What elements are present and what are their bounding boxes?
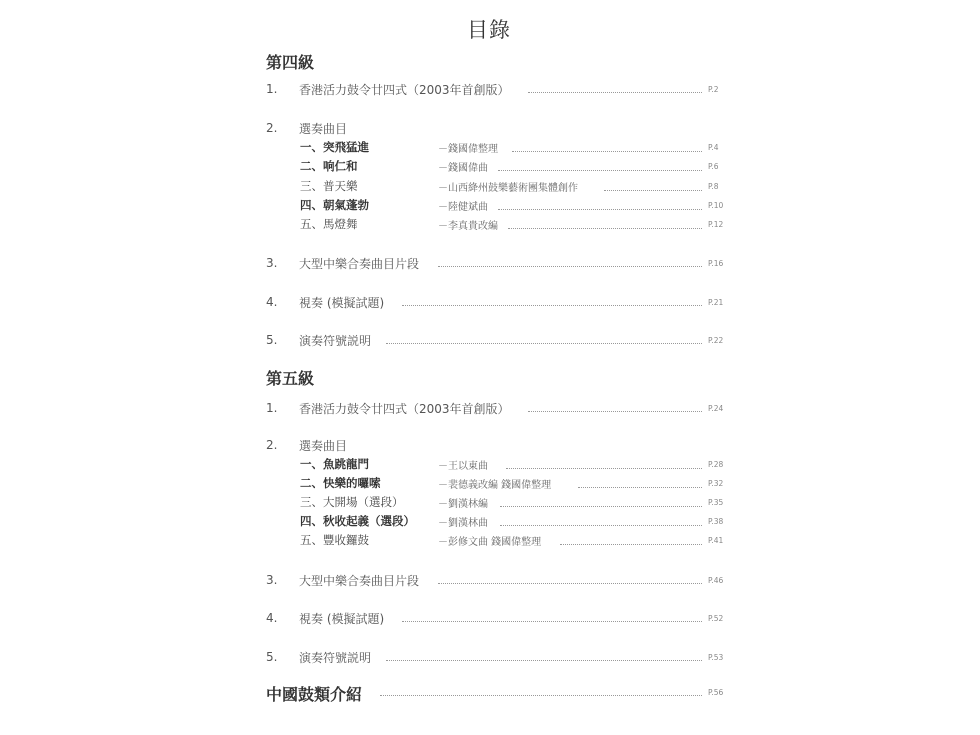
toc-entry-text: 選奏曲目	[299, 439, 348, 453]
leader-dots	[402, 305, 702, 306]
piece-title: 五、馬燈舞	[300, 217, 358, 231]
toc-num: 4.	[266, 295, 278, 309]
toc-entry-text: 大型中樂合奏曲目片段	[299, 257, 420, 271]
leader-dots	[578, 487, 702, 488]
toc-entry-text: 香港活力鼓令廿四式（2003年首創版）	[299, 83, 510, 97]
leader-dots	[402, 621, 702, 622]
toc-entry-text: 演奏符號説明	[299, 651, 372, 665]
piece-credit: －裴德義改編 錢國偉整理	[438, 480, 552, 491]
page-number: P.53	[708, 653, 724, 662]
piece-title: 二、快樂的囉嗦	[300, 476, 381, 490]
page-number: P.56	[708, 688, 724, 697]
piece-credit: －彭修文曲 錢國偉整理	[438, 537, 542, 548]
toc-num: 3.	[266, 573, 278, 587]
piece-title: 四、秋收起義（選段）	[300, 514, 415, 528]
toc-num: 1.	[266, 82, 278, 96]
leader-dots	[528, 92, 702, 93]
leader-dots	[386, 343, 702, 344]
leader-dots	[528, 411, 702, 412]
piece-title: 三、大開場（選段）	[300, 495, 404, 509]
page-number: P.8	[708, 182, 719, 191]
toc-num: 5.	[266, 333, 278, 347]
leader-dots	[508, 228, 702, 229]
leader-dots	[506, 468, 702, 469]
piece-title: 二、响仁和	[300, 159, 358, 173]
page-number: P.2	[708, 85, 719, 94]
leader-dots	[604, 190, 702, 191]
toc-num: 2.	[266, 438, 278, 452]
page-number: P.10	[708, 201, 724, 210]
piece-title: 三、普天樂	[300, 179, 358, 193]
page-number: P.41	[708, 536, 724, 545]
piece-title: 四、朝氣蓬勃	[300, 198, 369, 212]
leader-dots	[500, 525, 702, 526]
page-number: P.32	[708, 479, 724, 488]
page-number: P.52	[708, 614, 724, 623]
leader-dots	[386, 660, 702, 661]
piece-credit: －錢國偉整理	[438, 144, 498, 155]
toc-entry-text: 視奏 (模擬試題)	[299, 296, 385, 310]
piece-title: 一、突飛猛進	[300, 140, 369, 154]
page-number: P.22	[708, 336, 724, 345]
piece-credit: －李真貴改編	[438, 221, 498, 232]
page-number: P.35	[708, 498, 724, 507]
leader-dots	[500, 506, 702, 507]
section-heading-level4: 第四級	[266, 53, 315, 72]
piece-title: 五、豐收鑼鼓	[300, 533, 369, 547]
leader-dots	[498, 170, 702, 171]
page-number: P.24	[708, 404, 724, 413]
piece-credit: －王以東曲	[438, 461, 488, 472]
page-number: P.38	[708, 517, 724, 526]
piece-credit: －錢國偉曲	[438, 163, 488, 174]
leader-dots	[512, 151, 702, 152]
toc-num: 3.	[266, 256, 278, 270]
toc-entry-text: 選奏曲目	[299, 122, 348, 136]
leader-dots	[438, 266, 702, 267]
piece-credit: －陸健斌曲	[438, 202, 488, 213]
section-heading-level5: 第五級	[266, 369, 315, 388]
toc-num: 1.	[266, 401, 278, 415]
toc-num: 2.	[266, 121, 278, 135]
page-number: P.21	[708, 298, 724, 307]
toc-entry-text: 大型中樂合奏曲目片段	[299, 574, 420, 588]
toc-entry-text: 演奏符號説明	[299, 334, 372, 348]
page-number: P.46	[708, 576, 724, 585]
leader-dots	[380, 695, 702, 696]
piece-credit: －山西絳州鼓樂藝術團集體創作	[438, 183, 578, 194]
leader-dots	[560, 544, 702, 545]
leader-dots	[498, 209, 702, 210]
piece-credit: －劉漢林曲	[438, 518, 488, 529]
page-number: P.16	[708, 259, 724, 268]
page-title: 目錄	[467, 18, 511, 42]
leader-dots	[438, 583, 702, 584]
page-number: P.12	[708, 220, 724, 229]
toc-num: 5.	[266, 650, 278, 664]
piece-title: 一、魚跳龍門	[300, 457, 369, 471]
section-heading-appendix: 中國鼓類介紹	[266, 685, 363, 704]
page-number: P.28	[708, 460, 724, 469]
page-number: P.4	[708, 143, 719, 152]
toc-entry-text: 香港活力鼓令廿四式（2003年首創版）	[299, 402, 510, 416]
page-number: P.6	[708, 162, 719, 171]
toc-num: 4.	[266, 611, 278, 625]
piece-credit: －劉漢林編	[438, 499, 488, 510]
toc-entry-text: 視奏 (模擬試題)	[299, 612, 385, 626]
